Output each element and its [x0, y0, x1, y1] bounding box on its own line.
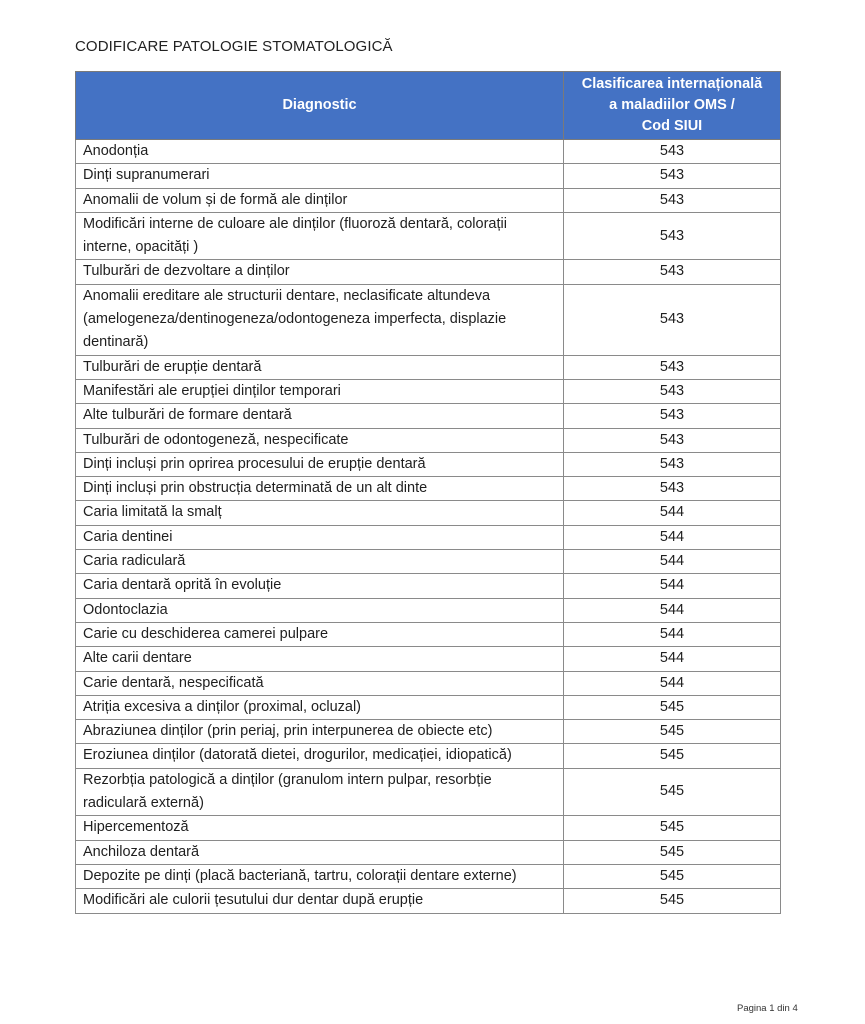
table-row [76, 428, 781, 452]
diagnostic-cell: Carie cu deschiderea camerei pulpare [76, 622, 564, 646]
code-cell: 543 [564, 452, 781, 476]
table-row [76, 212, 781, 260]
diagnostic-cell: Alte tulburări de formare dentară [76, 404, 564, 428]
code-cell: 543 [564, 164, 781, 188]
table-row [76, 550, 781, 574]
table-row [76, 525, 781, 549]
code-cell: 543 [564, 355, 781, 379]
code-header-line3: Cod SIUI [641, 118, 703, 134]
code-cell: 545 [564, 840, 781, 864]
diagnostic-cell: Odontoclazia [76, 598, 564, 622]
diagnostic-cell: Modificări interne de culoare ale dinților (fluoroză dentară, colorații interne, opacități ) [76, 212, 564, 260]
code-cell: 544 [564, 550, 781, 574]
table-row [76, 647, 781, 671]
table-row [76, 695, 781, 719]
diagnostic-cell: Alte carii dentare [76, 647, 564, 671]
table-row [76, 768, 781, 816]
diagnostic-cell: Dinți incluși prin oprirea procesului de erupție dentară [76, 452, 564, 476]
diagnostic-cell: Manifestări ale erupției dinților temporari [76, 379, 564, 403]
code-cell: 544 [564, 525, 781, 549]
table-row [76, 404, 781, 428]
code-cell: 543 [564, 260, 781, 284]
table-row [76, 355, 781, 379]
diagnostic-cell: Anomalii de volum și de formă ale dinților [76, 188, 564, 212]
code-cell: 544 [564, 647, 781, 671]
table-row [76, 864, 781, 888]
table-row [76, 840, 781, 864]
table-row [76, 889, 781, 913]
diagnostic-cell: Carie dentară, nespecificată [76, 671, 564, 695]
pathology-code-table [75, 71, 781, 914]
diagnostic-cell: Atriția excesiva a dinților (proximal, ocluzal) [76, 695, 564, 719]
table-header-row [76, 72, 781, 140]
diagnostic-cell: Caria dentară oprită în evoluție [76, 574, 564, 598]
table-row [76, 720, 781, 744]
column-header-diagnostic: Diagnostic [76, 72, 564, 140]
table-row [76, 260, 781, 284]
code-header-line1: Clasificarea internațională [581, 76, 763, 92]
code-cell: 544 [564, 671, 781, 695]
code-header-line2: a maladiilor OMS / [609, 97, 735, 113]
table-row [76, 671, 781, 695]
code-cell: 543 [564, 477, 781, 501]
diagnostic-cell: Caria limitată la smalț [76, 501, 564, 525]
diagnostic-cell: Hipercementoză [76, 816, 564, 840]
diagnostic-cell: Eroziunea dinților (datorată dietei, drogurilor, medicației, idiopatică) [76, 744, 564, 768]
code-cell: 545 [564, 768, 781, 816]
code-cell: 545 [564, 744, 781, 768]
table-row [76, 622, 781, 646]
diagnostic-cell: Anodonția [76, 140, 564, 164]
code-cell: 545 [564, 889, 781, 913]
diagnostic-cell: Anomalii ereditare ale structurii dentare, neclasificate altundeva (amelogeneza/dentinogeneza/odontogeneza imperfecta, displazie dentinară) [76, 284, 564, 355]
code-cell: 545 [564, 864, 781, 888]
code-cell: 544 [564, 574, 781, 598]
diagnostic-cell: Anchiloza dentară [76, 840, 564, 864]
page-number: Pagina 1 din 4 [737, 1003, 798, 1014]
code-cell: 543 [564, 428, 781, 452]
code-cell: 543 [564, 188, 781, 212]
table-row [76, 744, 781, 768]
table-row [76, 379, 781, 403]
code-cell: 544 [564, 598, 781, 622]
diagnostic-cell: Depozite pe dinți (placă bacteriană, tartru, colorații dentare externe) [76, 864, 564, 888]
diagnostic-cell: Tulburări de odontogeneză, nespecificate [76, 428, 564, 452]
code-cell: 543 [564, 379, 781, 403]
code-cell: 545 [564, 720, 781, 744]
diagnostic-cell: Dinți supranumerari [76, 164, 564, 188]
table-row [76, 164, 781, 188]
table-row [76, 452, 781, 476]
diagnostic-cell: Caria dentinei [76, 525, 564, 549]
code-cell: 545 [564, 816, 781, 840]
table-row [76, 574, 781, 598]
code-cell: 543 [564, 212, 781, 260]
diagnostic-cell: Caria radiculară [76, 550, 564, 574]
table-row [76, 501, 781, 525]
diagnostic-cell: Tulburări de dezvoltare a dinților [76, 260, 564, 284]
table-row [76, 477, 781, 501]
table-row [76, 188, 781, 212]
diagnostic-cell: Tulburări de erupție dentară [76, 355, 564, 379]
code-cell: 544 [564, 622, 781, 646]
code-cell: 544 [564, 501, 781, 525]
diagnostic-cell: Dinți incluși prin obstrucția determinată de un alt dinte [76, 477, 564, 501]
code-cell: 545 [564, 695, 781, 719]
diagnostic-cell: Rezorbția patologică a dinților (granulom intern pulpar, resorbție radiculară externă) [76, 768, 564, 816]
document-title: CODIFICARE PATOLOGIE STOMATOLOGICĂ [75, 38, 393, 55]
code-cell: 543 [564, 284, 781, 355]
table-row [76, 284, 781, 355]
diagnostic-cell: Modificări ale culorii țesutului dur dentar după erupție [76, 889, 564, 913]
table-row [76, 598, 781, 622]
code-cell: 543 [564, 404, 781, 428]
table-row [76, 816, 781, 840]
column-header-code [564, 72, 781, 140]
table-row [76, 140, 781, 164]
diagnostic-cell: Abraziunea dinților (prin periaj, prin interpunerea de obiecte etc) [76, 720, 564, 744]
code-cell: 543 [564, 140, 781, 164]
